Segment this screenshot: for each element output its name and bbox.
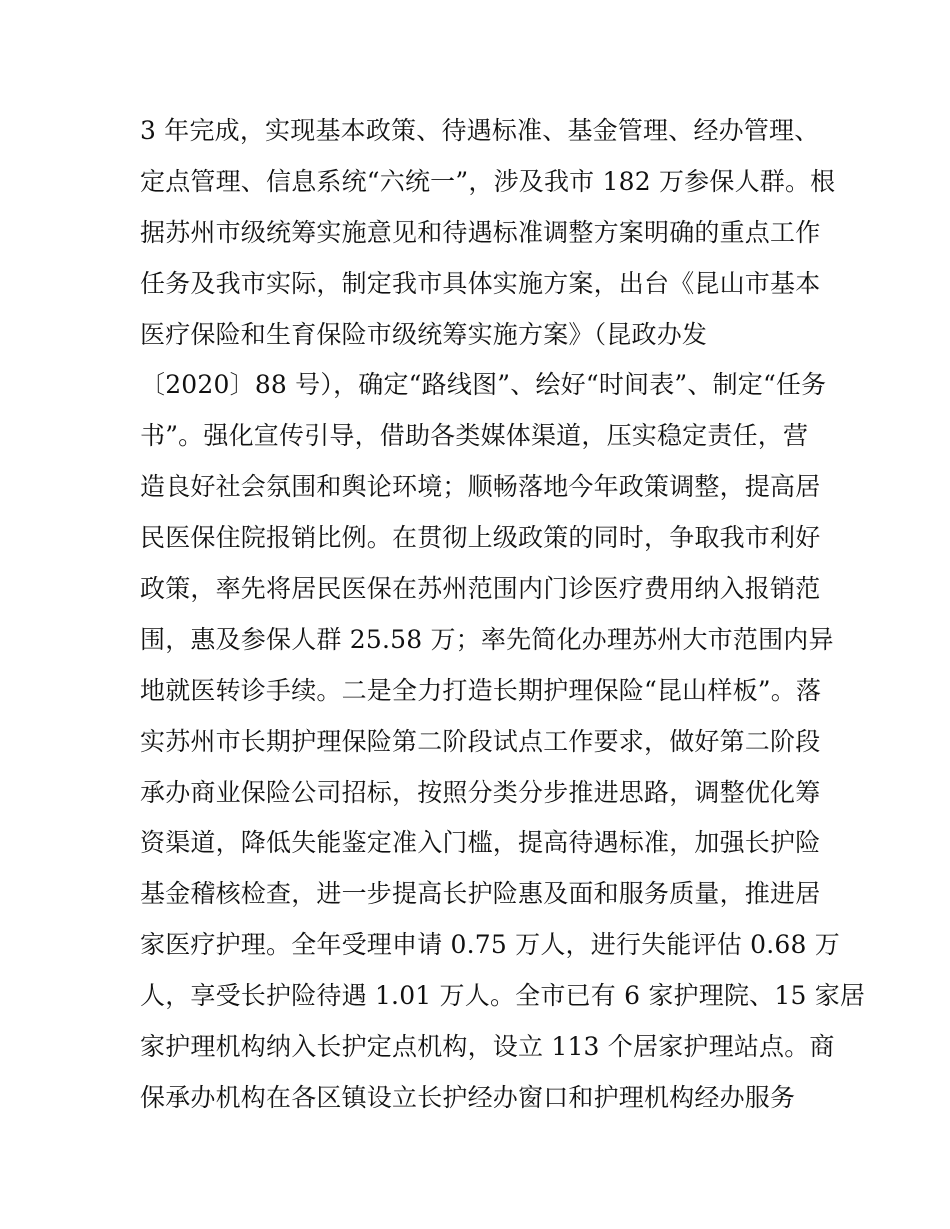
body-paragraph — [140, 106, 866, 1124]
text-line: 家医疗护理。全年受理申请 0.75 万人，进行失能评估 0.68 万 — [140, 930, 840, 960]
text-line: 据苏州市级统筹实施意见和待遇标准调整方案明确的重点工作 — [140, 217, 821, 247]
text-line: 造良好社会氛围和舆论环境；顺畅落地今年政策调整，提高居 — [140, 472, 821, 502]
text-line: 家护理机构纳入长护定点机构，设立 113 个居家护理站点。商 — [140, 1032, 835, 1062]
text-line: 地就医转诊手续。二是全力打造长期护理保险“昆山样板”。落 — [140, 675, 822, 705]
text-line: 任务及我市实际，制定我市具体实施方案，出台《昆山市基本 — [140, 268, 821, 298]
text-line: 保承办机构在各区镇设立长护经办窗口和护理机构经办服务 — [140, 1082, 796, 1112]
text-line: 基金稽核检查，进一步提高长护险惠及面和服务质量，推进居 — [140, 879, 821, 909]
text-line: 承办商业保险公司招标，按照分类分步推进思路，调整优化筹 — [140, 777, 821, 807]
text-line: 资渠道，降低失能鉴定准入门槛，提高待遇标准，加强长护险 — [140, 828, 821, 858]
text-line: 围，惠及参保人群 25.58 万；率先简化办理苏州大市范围内异 — [140, 624, 834, 654]
text-line: 书”。强化宣传引导，借助各类媒体渠道，压实稳定责任，营 — [140, 421, 809, 451]
text-line: 〔2020〕88 号），确定“路线图”、绘好“时间表”、制定“任务 — [140, 370, 827, 400]
text-line: 实苏州市长期护理保险第二阶段试点工作要求，做好第二阶段 — [140, 726, 821, 756]
text-line: 人，享受长护险待遇 1.01 万人。全市已有 6 家护理院、15 家居 — [140, 981, 866, 1011]
text-line: 3 年完成，实现基本政策、待遇标准、基金管理、经办管理、 — [140, 116, 820, 145]
text-line: 医疗保险和生育保险市级统筹实施方案》（昆政办发 — [140, 319, 708, 349]
text-line: 政策，率先将居民医保在苏州范围内门诊医疗费用纳入报销范 — [140, 574, 821, 604]
text-line: 定点管理、信息系统“六统一”，涉及我市 182 万参保人群。根 — [140, 166, 836, 196]
text-line: 民医保住院报销比例。在贯彻上级政策的同时，争取我市利好 — [140, 523, 821, 553]
